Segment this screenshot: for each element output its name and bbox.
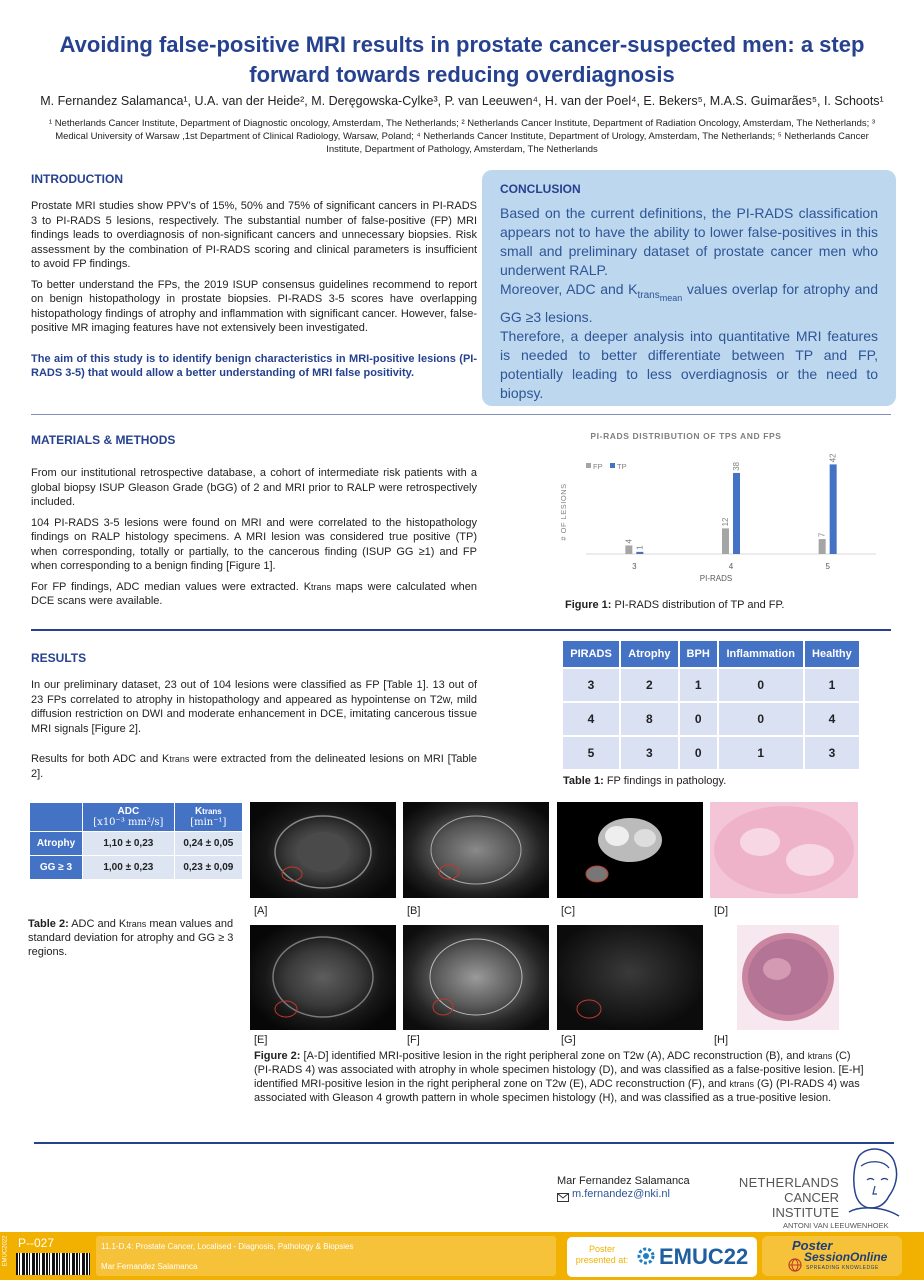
pso-logo-line-1: Poster	[792, 1238, 833, 1253]
conclusion-paragraph-1: Based on the current definitions, the PI-RADS classification appears not to have the ability to lower false-positives in this small and preliminary dataset of prostate cancer men who underwent RALP.	[500, 205, 878, 278]
x-axis-label: PI-RADS	[699, 574, 733, 583]
results-section	[31, 651, 477, 787]
legend-label: FP	[593, 462, 603, 471]
table-row	[563, 669, 859, 701]
divider-1	[31, 414, 891, 415]
mri-adc-image-f	[403, 925, 549, 1030]
data-label: 7	[817, 532, 827, 538]
institute-logo	[735, 1170, 905, 1232]
poster-title: Avoiding false-positive MRI results in prostate cancer-suspected men: a step forward towards reducing overdiagnosis	[59, 32, 865, 87]
footer-session: 11.1-D.4: Prostate Cancer, Localised - Diagnosis, Pathology & Biopsies	[101, 1242, 354, 1251]
figure-label-h: [H]	[714, 1034, 729, 1046]
figure-label-d: [D]	[714, 905, 729, 917]
barcode	[16, 1253, 90, 1275]
methods-paragraph-3: For FP findings, ADC median values were extracted. Ktrans maps were calculated when DCE scans were available.	[31, 580, 477, 607]
data-label: 38	[732, 462, 741, 471]
table-2	[29, 802, 243, 880]
table-1	[561, 639, 861, 771]
table-cell: 5	[563, 737, 619, 769]
table-cell: 0	[680, 703, 717, 735]
pirads-distribution-chart	[556, 424, 886, 594]
introduction-paragraph-2: To better understand the FPs, the 2019 ISUP consensus guidelines recommend to report on benign histopathology in prostate biopsies. PI-RADS 3-5 scores have overlapping histopathology findings of atrophy and inflammation with significant cancer. However, false-positive MR imaging features have not extensively been investigated.	[31, 278, 477, 334]
bar-tp	[636, 552, 643, 554]
y-axis-label: # OF LESIONS	[559, 483, 568, 541]
table-row-label: Atrophy	[30, 832, 82, 855]
footer-side-text: EMUC2022	[2, 1235, 9, 1267]
legend-swatch	[610, 463, 615, 468]
figure-label-e: [E]	[254, 1034, 268, 1046]
results-paragraph-2: Results for both ADC and Ktrans were extracted from the delineated lesions on MRI [Table 2].	[31, 753, 478, 780]
data-label: 12	[721, 517, 730, 527]
study-aim: The aim of this study is to identify benign characteristics in MRI-positive lesions (PI-RADS 3-5) that would allow a better understanding of MRI false positivity.	[31, 352, 477, 379]
contact-name: Mar Fernandez Salamanca	[557, 1175, 690, 1187]
table-1-header: BPH	[680, 641, 717, 667]
table-1-header-row	[563, 641, 859, 667]
globe-icon	[788, 1258, 802, 1272]
table-row-label: GG ≥ 3	[30, 856, 82, 879]
mri-t2w-image-a	[250, 802, 396, 898]
table-cell: 4	[805, 703, 859, 735]
introduction-heading: INTRODUCTION	[31, 172, 123, 186]
histology-image-h	[737, 925, 839, 1030]
session-box	[96, 1236, 556, 1276]
portrait-icon	[839, 1146, 903, 1222]
footer-poster-id: P--027	[18, 1236, 55, 1250]
bar-tp	[830, 464, 837, 554]
figure-1-caption: Figure 1: PI-RADS distribution of TP and FP.	[565, 599, 785, 611]
x-tick-label: 4	[728, 562, 734, 571]
table-2-corner	[30, 803, 82, 831]
bar-fp	[722, 528, 729, 554]
divider-2	[31, 629, 891, 631]
table-cell: 0	[719, 703, 803, 735]
data-label: 1	[635, 545, 645, 550]
table-2-header-adc: ADC [x10⁻³ mm²/s]	[83, 803, 174, 831]
figure-2-caption: Figure 2: [A-D] identified MRI-positive lesion in the right peripheral zone on T2w (A), ADC reconstruction (B), and ktrans (C) (PI-RADS 4) was associated with atrophy in whole specimen histology (D), and was classified as a false-positive lesion. [E-H] identified MRI-positive lesion in the right peripheral zone on T2w (E), ADC reconstruction (F), and ktrans (G) (PI-RADS 4) was associated with Gleason 4 growth pattern in whole specimen histology (H), and was classified as a true-positive lesion.	[254, 1050, 864, 1104]
conclusion-paragraph-3: Therefore, a deeper analysis into quantitative MRI features is needed to better differentiate between TP and FP, potentially leading to less overdiagnosis or the need to biopsy.	[500, 327, 878, 401]
results-heading: RESULTS	[31, 651, 87, 665]
table-2-caption: Table 2: ADC and Ktrans mean values and standard deviation for atrophy and GG ≥ 3 regions.	[28, 918, 234, 958]
table-1-header: Atrophy	[621, 641, 678, 667]
introduction-paragraph-1: Prostate MRI studies show PPV’s of 15%, 50% and 75% of significant cancers in PI-RADS 3 to PI-RADS 5 lesions, respectively. The substantial number of false-positive (FP) MRI findings leads to overdiagnosis of non-significant cancers and unnecessary biopsies. Risk assessment by the combination of PI-RADS scoring and clinical parameters is insufficient to avoid FP findings.	[31, 200, 477, 270]
table-1-caption: Table 1: FP findings in pathology.	[563, 775, 727, 787]
figure-label-c: [C]	[561, 905, 576, 917]
histology-image-d	[710, 802, 858, 898]
table-2-header-row	[30, 803, 242, 831]
bar-fp	[819, 539, 826, 554]
table-row	[563, 737, 859, 769]
bar-tp	[733, 473, 740, 554]
table-cell: 3	[563, 669, 619, 701]
table-cell: 0	[719, 669, 803, 701]
table-cell: 3	[805, 737, 859, 769]
contact-email[interactable]: m.fernandez@nki.nl	[572, 1188, 670, 1200]
institute-name-line-1: NETHERLANDS	[738, 1175, 839, 1190]
table-1-header: Healthy	[805, 641, 859, 667]
table-cell: 4	[563, 703, 619, 735]
pso-box	[762, 1236, 902, 1276]
presented-at-label: Poster presented at:	[575, 1244, 629, 1265]
table-row	[563, 703, 859, 735]
bar-fp	[625, 545, 632, 554]
table-cell: 8	[621, 703, 678, 735]
methods-paragraph-1: From our institutional retrospective database, a cohort of intermediate risk patients with a global biopsy ISUP Gleason Grade (bGG) of 2 and MRI prior to RALP were retrospectively included.	[31, 467, 477, 508]
institute-name-line-2: CANCER	[784, 1190, 839, 1205]
institute-name-line-3: INSTITUTE	[771, 1205, 839, 1220]
table-cell: 1,10 ± 0,23	[83, 832, 174, 855]
legend-label: TP	[617, 462, 627, 471]
x-tick-label: 5	[825, 562, 830, 571]
emuc-gear-icon	[635, 1245, 657, 1267]
methods-paragraph-2: 104 PI-RADS 3-5 lesions were found on MRI and were correlated to the histopathology findings on RALP histology specimens. A MRI lesion was considered true positive (TP) when corresponding, totally or partially, to the cancerous finding (ISUP GG ≥1) and FP when corresponding to a benign finding [Figure 1].	[31, 516, 477, 572]
figure-label-b: [B]	[407, 905, 421, 917]
table-cell: 0,23 ± 0,09	[175, 856, 242, 879]
affiliations: ¹ Netherlands Cancer Institute, Department of Diagnostic oncology, Amsterdam, The Netherlands; ² Netherlands Cancer Institute, Department of Radiation Oncology, Amsterdam, The Netherlands; ³ Medical University of Warsaw ,1st Department of Clinical Radiology, Warsaw, Poland; ⁴ Netherlands Cancer Institute, Department of Urology, Amsterdam, The Netherlands; ⁵ Netherlands Cancer Institute, Department of Pathology, Amsterdam, The Netherlands	[48, 118, 876, 155]
table-cell: 3	[621, 737, 678, 769]
mri-ktrans-image-c	[557, 802, 703, 898]
table-2-header-ktrans: Ktrans [min⁻¹]	[175, 803, 242, 831]
table-cell: 0	[680, 737, 717, 769]
author-list: M. Fernandez Salamanca¹, U.A. van der Heide², M. Deręgowska-Cylke³, P. van Leeuwen⁴, H. van der Poel⁴, E. Bekers⁵, M.A.S. Guimarães⁵, I. Schoots¹	[40, 94, 884, 108]
mri-ktrans-image-g	[557, 925, 703, 1030]
table-1-header: PIRADS	[563, 641, 619, 667]
introduction-section	[31, 172, 477, 381]
table-row	[30, 832, 242, 855]
emuc-box	[566, 1236, 758, 1278]
conclusion-box	[482, 170, 896, 406]
pso-tagline: SPREADING KNOWLEDGE	[806, 1265, 879, 1271]
chart-title: PI-RADS DISTRIBUTION OF TPS AND FPS	[590, 431, 782, 441]
figure-label-a: [A]	[254, 905, 268, 917]
table-cell: 1	[680, 669, 717, 701]
pso-logo-line-2: SessionOnline	[804, 1250, 888, 1264]
institute-name-line-4: ANTONI VAN LEEUWENHOEK	[783, 1221, 889, 1230]
table-cell: 1	[805, 669, 859, 701]
conclusion-text	[500, 204, 878, 403]
figure-label-g: [G]	[561, 1034, 576, 1046]
methods-heading: MATERIALS & METHODS	[31, 433, 176, 447]
emuc-logo-text: EMUC22	[659, 1244, 749, 1269]
conclusion-heading: CONCLUSION	[500, 182, 581, 196]
divider-3	[34, 1142, 894, 1144]
mri-adc-image-b	[403, 802, 549, 898]
table-row	[30, 856, 242, 879]
table-cell: 0,24 ± 0,05	[175, 832, 242, 855]
figure-label-f: [F]	[407, 1034, 420, 1046]
x-tick-label: 3	[632, 562, 637, 571]
table-1-header: Inflammation	[719, 641, 803, 667]
results-paragraph-1: In our preliminary dataset, 23 out of 104 lesions were classified as FP [Table 1]. 13 out of 23 FPs correlated to atrophy in histopathology and appeared as hypointense on T2w, mild diffusion restriction on DWI and moderate enhancement in DCE, imitating cancerous tissue MRI signals [Figure 2].	[31, 679, 477, 735]
data-label: 4	[624, 539, 634, 544]
legend-swatch	[586, 463, 591, 468]
table-cell: 1	[719, 737, 803, 769]
email-icon	[557, 1190, 569, 1199]
table-cell: 2	[621, 669, 678, 701]
conclusion-paragraph-2: Moreover, ADC and $K_{trans_{mean}}$ values overlap for atrophy and GG ≥3 lesions.	[500, 281, 878, 325]
methods-section	[31, 433, 477, 615]
footer-presenter: Mar Fernandez Salamanca	[101, 1262, 198, 1271]
mri-t2w-image-e	[250, 925, 396, 1030]
table-cell: 1,00 ± 0,23	[83, 856, 174, 879]
data-label: 42	[828, 453, 838, 463]
